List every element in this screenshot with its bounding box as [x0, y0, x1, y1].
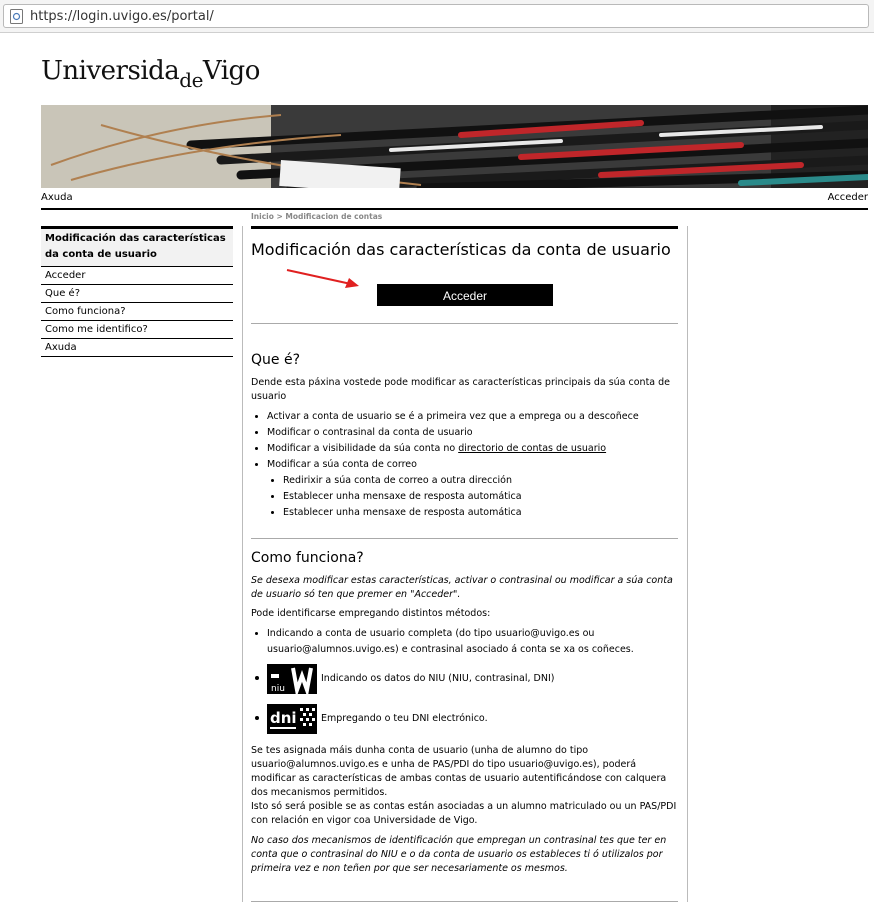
svg-text:niu: niu [271, 684, 285, 694]
acceder-button[interactable]: Acceder [377, 284, 553, 306]
section-heading-como-funciona: Como funciona? [251, 550, 364, 566]
sidebar-item-axuda[interactable]: Axuda [41, 339, 233, 357]
dni-logo-icon [267, 704, 317, 734]
cables-photo [41, 105, 868, 188]
list-item: • Indicando a conta de usuario completa (do tipo usuario@uvigo.es ou usuario@alumnos.uvigo.es) e contrasinal asociado á conta se xa os coñeces. [267, 626, 694, 658]
svg-text:dni: dni [270, 709, 297, 727]
como-funciona-intro: Se desexa modificar estas características, activar o contrasinal ou modificar a súa conta de usuario só ten que premer en "Acceder". [251, 575, 673, 600]
divider [251, 323, 678, 324]
browser-toolbar [0, 0, 874, 33]
sidebar-item-acceder[interactable]: Acceder [41, 267, 233, 285]
list-item: • Modificar a visibilidade da súa conta no directorio de contas de usuario [267, 441, 694, 457]
que-e-intro: Dende esta páxina vostede pode modificar as características principais da súa conta de usuario [251, 377, 671, 402]
list-item: • Modificar a súa conta de correo • Redirixir a súa conta de correo a outra dirección • Establecer unha mensaxe de resposta automática • Establecer unha mensaxe de resposta automática [267, 457, 694, 521]
niu-logo-icon [267, 664, 317, 694]
multiple-accounts-paragraph: Se tes asignada máis dunha conta de usuario (unha de alumno do tipo usuario@alumnos.uvigo.es e unha de PAS/PDI do tipo usuario@uvigo.es), poderá modificar as características de ambas contas de usuario autentificándose con calquera dos mecanismos permitidos. [251, 745, 667, 798]
method-dni: dni Empregando o teu DNI electrónico. [251, 704, 678, 734]
password-note: No caso dos mecanismos de identificación que empregan un contrasinal tes que ter en conta que o contrasinal do NIU e o da conta de usuario os estableces ti ó utilizalos por primeira vez e non teñen por que ser necesariamente os mesmos. [251, 835, 667, 874]
directory-link[interactable]: directorio de contas de usuario [458, 443, 607, 454]
header-divider [41, 208, 868, 210]
methods-list [251, 626, 694, 658]
list-item: • Redirixir a súa conta de correo a outra dirección [283, 473, 694, 489]
list-item: • Modificar o contrasinal da conta de usuario [267, 425, 694, 441]
section-heading-que-e: Que é? [251, 352, 300, 368]
methods-intro: Pode identificarse empregando distintos métodos: [251, 608, 491, 619]
method-niu: niu Indicando os datos do NIU (NIU, contrasinal, DNI) [251, 664, 678, 694]
red-arrow-icon [283, 266, 363, 290]
list-item: • Establecer unha mensaxe de resposta automática [283, 505, 694, 521]
sidebar-item-como-me-identifico[interactable]: Como me identifico? [41, 321, 233, 339]
header-banner-image [41, 105, 868, 188]
login-link[interactable]: Acceder [827, 192, 868, 203]
page-icon [10, 9, 23, 24]
sidebar-item-como-funciona[interactable]: Como funciona? [41, 303, 233, 321]
breadcrumb[interactable]: Inicio > Modificacion de contas [251, 212, 383, 221]
main-content [242, 226, 688, 902]
university-logo[interactable]: Universida$_{de}$Vigo [41, 56, 260, 92]
list-item: • Activar a conta de usuario se é a primeira vez que a emprega ou a descoñece [267, 409, 694, 425]
sidebar-menu [41, 226, 233, 357]
content-top-rule [251, 226, 678, 229]
sidebar-item-que-e[interactable]: Que é? [41, 285, 233, 303]
list-item: • Establecer unha mensaxe de resposta automática [283, 489, 694, 505]
divider [251, 538, 678, 539]
bullet-dot [255, 716, 259, 720]
sidebar-item-modificacion[interactable]: Modificación das características da conta de usuario [41, 226, 233, 267]
page-title: Modificación das características da conta de usuario [251, 240, 671, 259]
associated-accounts-paragraph: Isto só será posible se as contas están asociadas a un alumno matriculado ou un PAS/PDI con relación en vigor coa Universidade de Vigo. [251, 801, 677, 826]
features-list [251, 409, 694, 521]
top-nav [41, 192, 868, 208]
url-text: https://login.uvigo.es/portal/ [30, 9, 214, 24]
address-bar[interactable] [3, 4, 869, 28]
mail-sub-list [267, 473, 694, 521]
bullet-dot [255, 676, 259, 680]
help-link[interactable]: Axuda [41, 192, 73, 203]
